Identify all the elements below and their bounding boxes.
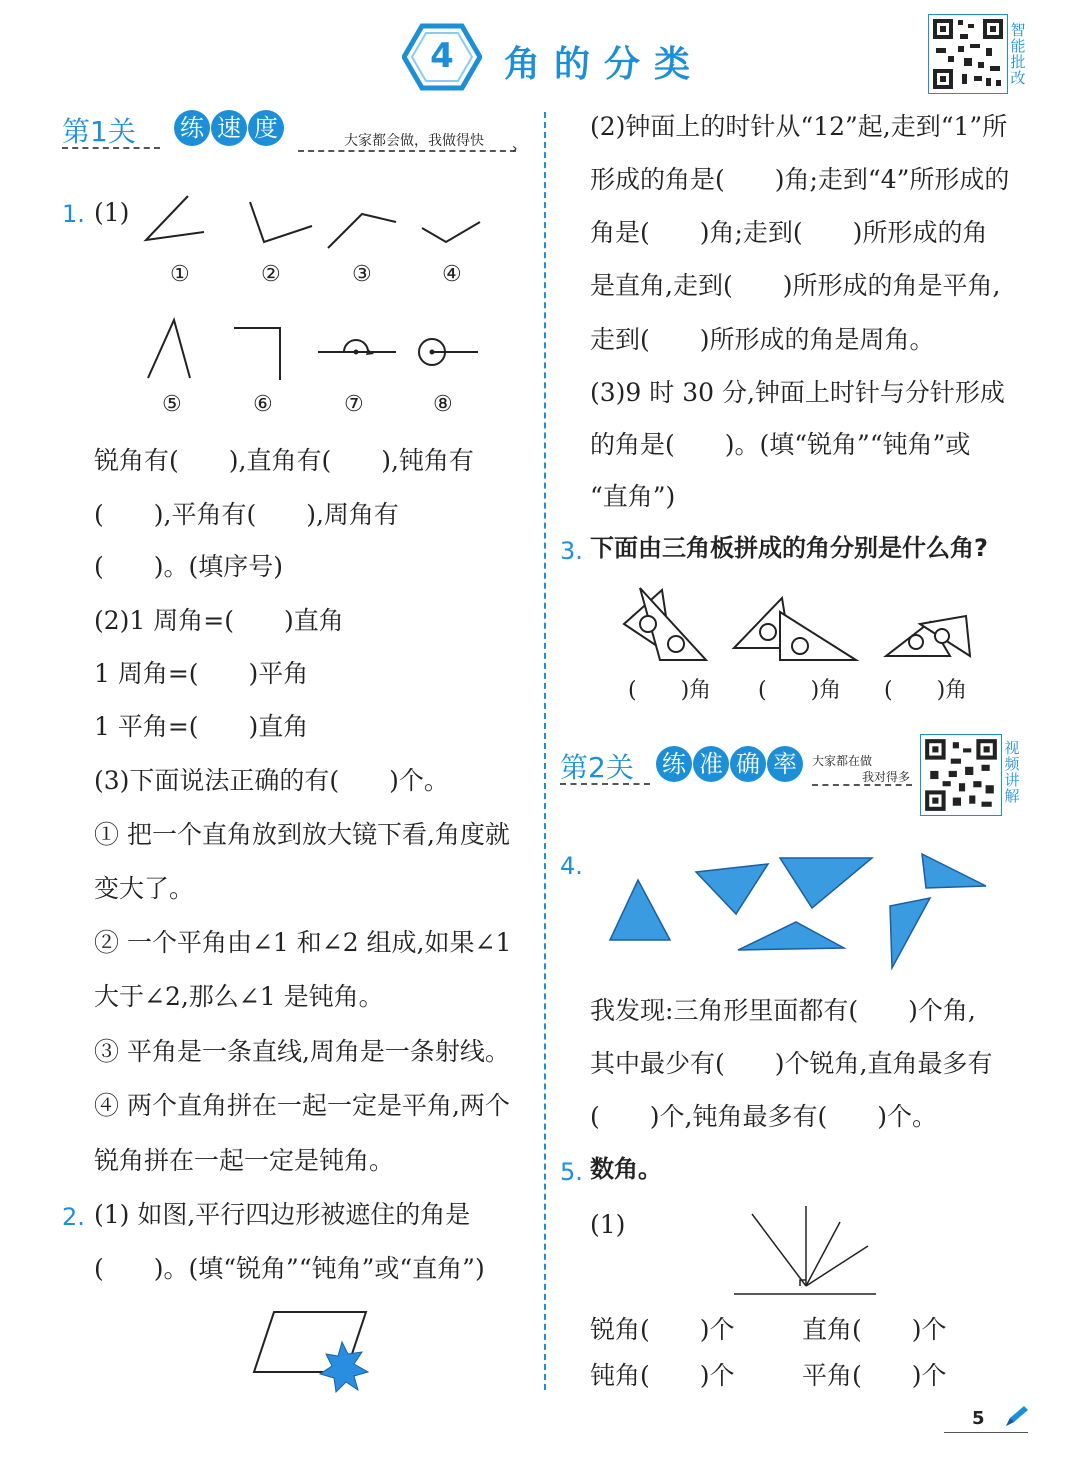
section1-level: 第1关 <box>62 115 136 148</box>
angle-figures <box>130 186 500 426</box>
q1-line: ④ 两个直角拼在一起一定是平角,两个 <box>94 1091 510 1120</box>
q2-right-line: 角是( )角;走到( )所形成的角 <box>590 218 988 247</box>
q1-line: ( ),平角有( ),周角有 <box>94 500 399 529</box>
q1-line: 大于∠2,那么∠1 是钝角。 <box>94 982 384 1011</box>
section1-hint-line <box>298 150 516 152</box>
page-title: 角的分类 <box>504 44 705 85</box>
q4-line: 其中最少有( )个锐角,直角最多有 <box>590 1049 993 1078</box>
page-number: 5 <box>972 1408 985 1429</box>
section2-hint-line <box>812 784 912 786</box>
triangle-1 <box>610 880 670 940</box>
q1-line: (2)1 周角=( )直角 <box>94 606 344 635</box>
q1-number: 1. <box>62 200 85 228</box>
q4-line: 我发现:三角形里面都有( )个角, <box>590 996 976 1025</box>
q4-number: 4. <box>560 852 583 880</box>
section1-bubble: 速 <box>211 110 247 146</box>
q5-answer: 平角( )个 <box>802 1361 947 1390</box>
arrow-right-icon: › <box>512 141 518 157</box>
q5-number: 5. <box>560 1158 583 1186</box>
parallelogram-figure <box>250 1304 380 1394</box>
section2-hint-line2: 我对得多 <box>862 770 911 784</box>
q3-answer: ( )角 <box>884 678 968 703</box>
qr-code-icon <box>920 734 1002 816</box>
triangle-2 <box>696 864 768 914</box>
q2-right-line: “直角”) <box>590 482 676 511</box>
pencil-icon <box>1002 1404 1030 1430</box>
section2-header <box>560 746 634 786</box>
angle-label: ③ <box>352 262 372 287</box>
q5-answer: 锐角( )个 <box>590 1315 735 1344</box>
q4-line: ( )个,钝角最多有( )个。 <box>590 1102 937 1131</box>
q1-line: 1 平角=( )直角 <box>94 712 309 741</box>
qr-side-label: 智能批改 <box>1010 21 1026 87</box>
section2-bubbles <box>656 746 804 782</box>
section1-header <box>62 110 136 150</box>
section1-underline <box>62 147 160 149</box>
angle-label: ② <box>261 262 281 287</box>
section2-bubble: 率 <box>767 746 803 782</box>
section1-bubble: 度 <box>248 110 284 146</box>
qr-code-section2[interactable] <box>920 734 1002 816</box>
triangle-5 <box>922 854 986 888</box>
q1-line: 变大了。 <box>94 874 195 903</box>
triangle-ruler-figures <box>620 582 980 670</box>
angle-label: ① <box>170 262 190 287</box>
section2-bubble: 练 <box>656 746 692 782</box>
section1-bubbles <box>174 110 285 146</box>
qr-code-icon <box>928 14 1008 94</box>
q2-right-line: 走到( )所形成的角是周角。 <box>590 325 935 354</box>
qr2-side-label: 视频讲解 <box>1004 739 1020 805</box>
angle-1 <box>146 196 204 240</box>
section2-level: 第2关 <box>560 751 634 784</box>
q3-answer: ( )角 <box>758 678 842 703</box>
q1-line: 锐角拼在一起一定是钝角。 <box>94 1146 395 1175</box>
q2-line: ( )。(填“锐角”“钝角”或“直角”) <box>94 1254 485 1283</box>
q1-line: 锐角有( ),直角有( ),钝角有 <box>94 446 474 475</box>
column-divider <box>544 112 546 1390</box>
angle-label: ⑦ <box>344 392 364 417</box>
section1-hint: 大家都会做，我做得快 <box>344 133 484 149</box>
section2-underline <box>560 783 650 785</box>
q1-line: 1 周角=( )平角 <box>94 659 309 688</box>
triangle-6 <box>890 898 930 968</box>
angle-label: ⑤ <box>162 392 182 417</box>
q3-number: 3. <box>560 537 583 565</box>
angle-5 <box>148 320 190 378</box>
section2-bubble: 准 <box>693 746 729 782</box>
q5-answer: 直角( )个 <box>802 1315 947 1344</box>
q2-right-line: 的角是( )。(填“锐角”“钝角”或 <box>590 430 971 459</box>
angle-3 <box>328 214 396 248</box>
q1-sub1: (1) <box>94 198 130 227</box>
section2-hint-line1: 大家都在做 <box>812 754 873 768</box>
ray-angles-figure <box>730 1204 880 1300</box>
section2-bubble: 确 <box>730 746 766 782</box>
q1-line: (3)下面说法正确的有( )个。 <box>94 766 449 795</box>
triangle-3 <box>780 858 872 908</box>
q3-answer: ( )角 <box>628 678 712 703</box>
q2-right-line: 形成的角是( )角;走到“4”所形成的 <box>590 165 1010 194</box>
angle-4 <box>422 222 480 242</box>
page-number-underline <box>944 1432 1028 1433</box>
q5-text: 数角。 <box>590 1155 662 1183</box>
q5-answer: 钝角( )个 <box>590 1361 735 1390</box>
q2-right-line: 是直角,走到( )所形成的角是平角, <box>590 271 1001 300</box>
unit-badge <box>402 22 482 92</box>
angle-2 <box>250 202 312 242</box>
angle-6 <box>234 328 280 380</box>
qr-code-top[interactable] <box>928 14 1008 94</box>
q1-line: ② 一个平角由∠1 和∠2 组成,如果∠1 <box>94 928 512 957</box>
q1-line: ① 把一个直角放到放大镜下看,角度就 <box>94 820 510 849</box>
q1-line: ( )。(填序号) <box>94 552 284 581</box>
angle-label: ④ <box>442 262 462 287</box>
angle-label: ⑧ <box>433 392 453 417</box>
q2-number: 2. <box>62 1203 85 1231</box>
angle-label: ⑥ <box>253 392 273 417</box>
q2-right-line: (2)钟面上的时针从“12”起,走到“1”所 <box>590 112 1008 141</box>
q3-text: 下面由三角板拼成的角分别是什么角? <box>590 534 988 562</box>
section1-bubble: 练 <box>174 110 210 146</box>
q2-line: (1) 如图,平行四边形被遮住的角是 <box>94 1200 471 1229</box>
q1-line: ③ 平角是一条直线,周角是一条射线。 <box>94 1037 510 1066</box>
triangle-4 <box>738 922 844 950</box>
q5-sub: (1) <box>590 1210 626 1239</box>
q2-right-line: (3)9 时 30 分,钟面上时针与分针形成 <box>590 378 1005 407</box>
triangles-figure <box>606 848 990 972</box>
unit-number: 4 <box>430 36 454 76</box>
